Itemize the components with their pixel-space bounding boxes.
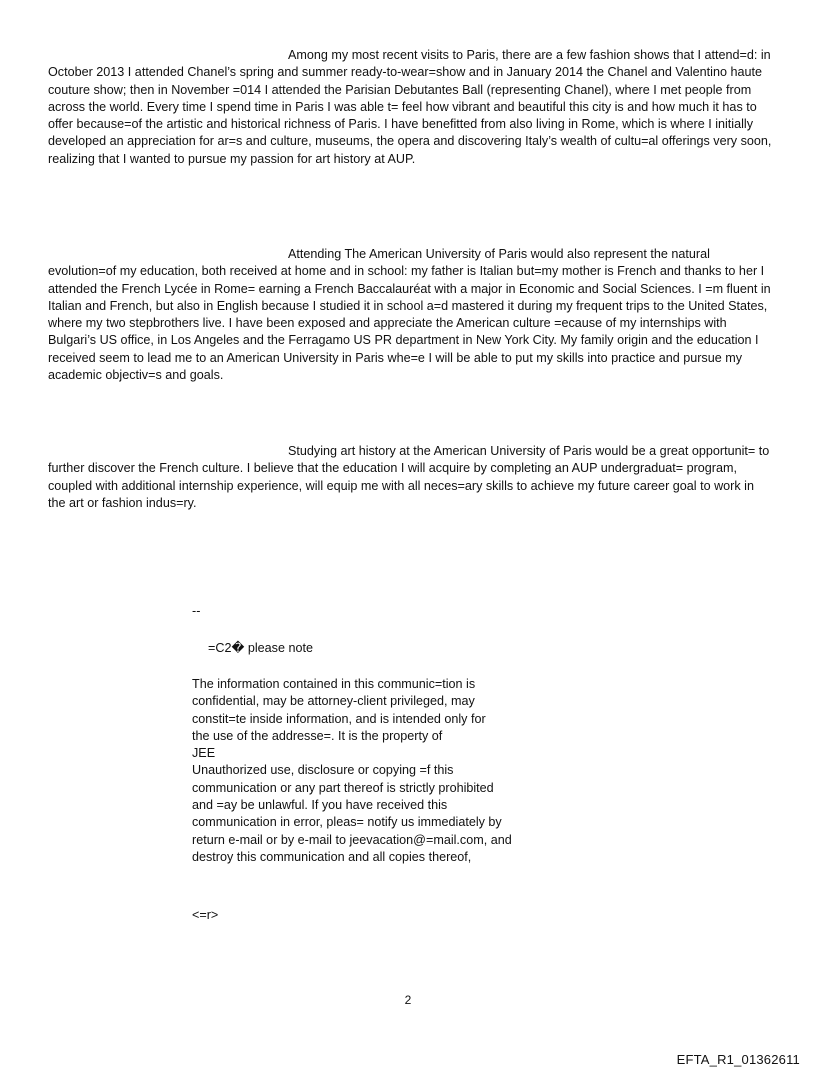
disclaimer-line: The information contained in this communic=tion is bbox=[192, 677, 476, 691]
signature-separator: -- bbox=[192, 604, 201, 618]
disclaimer-line: and =ay be unlawful. If you have received this bbox=[192, 798, 448, 813]
disclaimer-line: the use of the addresse=. It is the property of bbox=[192, 728, 443, 743]
body-paragraph-3-text: Studying art history at the American University of Paris would be a great opportunit= to further discover the French culture. I believe that the education I will acquire by completing an AUP undergraduat= program, coupled with additional internship experience, will equip me with all neces=ary skills to achieve my future career goal to work in the art or fashion indus=ry. bbox=[48, 444, 770, 510]
body-paragraph-1 bbox=[48, 47, 774, 168]
disclaimer-line: destroy this communication and all copies thereof, bbox=[192, 849, 472, 864]
body-paragraph-3 bbox=[48, 443, 774, 512]
page-number: 2 bbox=[404, 993, 412, 1007]
document-id: EFTA_R1_01362611 bbox=[676, 1052, 800, 1067]
body-paragraph-1-text: Among my most recent visits to Paris, there are a few fashion shows that I attend=d: in October 2013 I attended Chanel’s spring and summer ready-to-wear=show and in January 2014 the Chanel and Valentino haute couture show; then in November =014 I attended the Parisian Debutantes Ball (representing Chanel), where I met people from across the world. Every time I spend time in Paris I was able t= feel how vibrant and beautiful this city is and how much it has to offer because=of the artistic and historical richness of Paris. I have benefitted from also living in Rome, which is where I initially developed an appreciation for ar=s and culture, museums, the opera and discovering Italy’s wealth of cultu=al offerings very soon, realizing that I wanted to pursue my passion for art history at AUP. bbox=[48, 48, 772, 166]
disclaimer-line: return e-mail or by e-mail to jeevacation@=mail.com, and bbox=[192, 832, 512, 847]
note-heading: =C2� please note bbox=[208, 641, 313, 655]
confidentiality-disclaimer bbox=[192, 676, 537, 866]
disclaimer-line: JEE bbox=[192, 746, 216, 761]
body-paragraph-2-text: Attending The American University of Paris would also represent the natural evolution=of my education, both received at home and in school: my father is Italian but=my mother is French and thanks to her I attended the French Lycée in Rome= earning a French Baccalauréat with a major in Economic and Social Sciences. I =m fluent in Italian and French, but also in English because I studied it in school a=d mastered it during my frequent trips to the United States, where my two stepbrothers live. I have been exposed and appreciate the American culture =ecause of my internships with Bulgari’s US office, in Los Angeles and the Ferragamo US PR department in New York City. My family origin and the education I received seem to lead me to an American University in Paris whe=e I will be able to put my skills into practice and pursue my academic objectiv=s and goals. bbox=[48, 247, 771, 383]
disclaimer-line: confidential, may be attorney-client privileged, may bbox=[192, 694, 475, 709]
disclaimer-line: communication or any part thereof is strictly prohibited bbox=[192, 780, 494, 795]
disclaimer-line: communication in error, pleas= notify us immediately by bbox=[192, 815, 502, 830]
disclaimer-line: constit=te inside information, and is intended only for bbox=[192, 711, 486, 726]
closing-tag: <=r> bbox=[192, 908, 219, 922]
body-paragraph-2 bbox=[48, 246, 774, 384]
disclaimer-line: Unauthorized use, disclosure or copying =f this bbox=[192, 763, 454, 778]
